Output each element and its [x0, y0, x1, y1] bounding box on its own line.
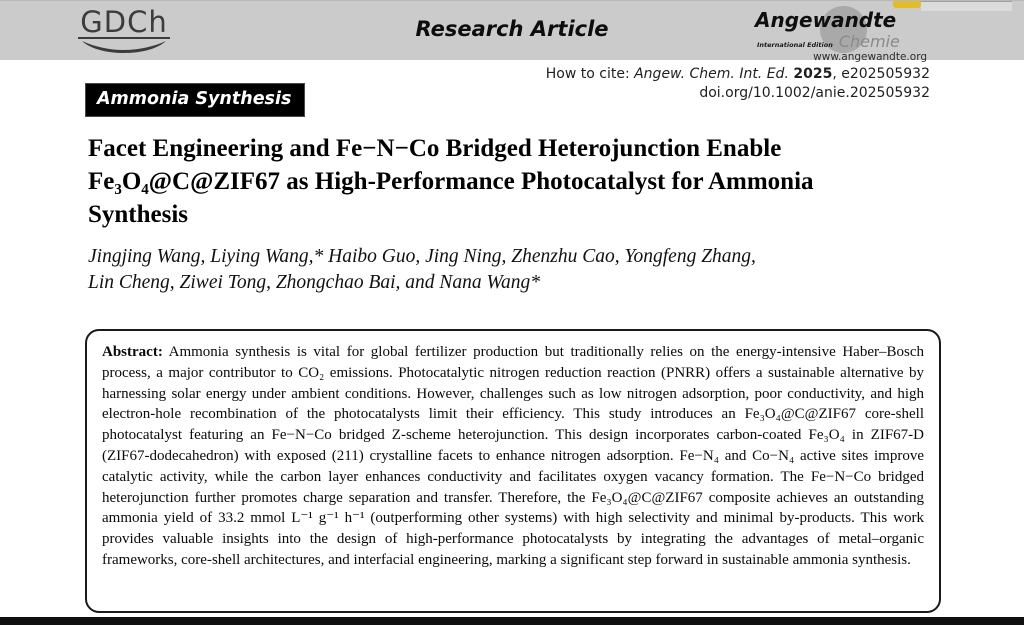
journal-header-band — [0, 0, 1024, 63]
article-title — [88, 132, 938, 231]
citation-line — [546, 65, 930, 84]
abstract-label: Abstract: — [102, 344, 163, 360]
citation-year: 2025 — [793, 66, 833, 82]
abstract-box — [85, 329, 941, 613]
angewandte-title: Angewandte — [755, 8, 897, 32]
angewandte-subtitle-row — [748, 32, 933, 51]
citation-doi-link[interactable]: doi.org/10.1002/anie.202505932 — [699, 85, 930, 101]
citation-journal: Angew. Chem. Int. Ed. — [634, 66, 794, 82]
gdch-logo — [78, 7, 170, 57]
angewandte-website-link[interactable]: www.angewandte.org — [813, 51, 927, 63]
author-list-line: Lin Cheng, Ziwei Tong, Zhongchao Bai, and Nana Wang* — [88, 272, 540, 293]
author-list — [88, 244, 928, 296]
author-list-line: Jingjing Wang, Liying Wang,* Haibo Guo, Jing Ning, Zhenzhu Cao, Yongfeng Zhang, — [88, 246, 756, 267]
article-title-line: Fe₃O₄@C@ZIF67 as High-Performance Photocatalyst for Ammonia — [88, 168, 814, 195]
bottom-divider-bar — [0, 617, 1024, 625]
abstract-body: Ammonia synthesis is vital for global fertilizer production but traditionally relies on the energy-intensive Haber–Bosch process, a major contributor to CO₂ emissions. Photocatalytic nitrogen reduction reaction (PNRR) offers a sustainable alternative by harnessing solar energy under ambient conditions. However, challenges such as low nitrogen adsorption, poor conductivity, and high electron-hole recombination of the photocatalysts limit their efficiency. This study introduces an Fe₃O₄@C@ZIF67 core-shell photocatalyst featuring an Fe−N−Co bridged Z-scheme heterojunction. This design incorporates carbon-coated Fe₃O₄ in ZIF67-D (ZIF67-dodecahedron) with exposed (211) crystalline facets to enhance nitrogen adsorption. Fe−N₄ and Co−N₄ active sites improve catalytic activity, while the carbon layer enhances conductivity and facilitates oxygen vacancy formation. The Fe−N−Co bridged heterojunction further promotes charge separation and transfer. Therefore, the Fe₃O₄@C@ZIF67 composite achieves an outstanding ammonia yield of 33.2 mmol L⁻¹ g⁻¹ h⁻¹ (outperforming other systems) with high selectivity and minimal by-products. This work provides valuable insights into the design of high-performance photocatalysts by integrating the advantages of metal–organic frameworks, core-shell architectures, and interfacial engineering, marking a significant step forward in sustainable ammonia synthesis. — [102, 344, 924, 568]
gdch-logo-text: GDCh — [78, 7, 170, 39]
angewandte-edition-label: International Edition — [757, 41, 833, 49]
section-label: Research Article — [415, 17, 609, 41]
gdch-swoosh-icon — [81, 40, 167, 57]
citation-prefix: How to cite: — [545, 66, 635, 82]
abstract-text — [102, 342, 924, 571]
viewer-artifact-yellow — [893, 1, 921, 8]
angewandte-logo — [748, 4, 933, 63]
article-title-line: Facet Engineering and Fe−N−Co Bridged Heterojunction Enable — [88, 135, 782, 162]
article-title-line: Synthesis — [88, 201, 189, 228]
citation-article-id: , e202505932 — [832, 66, 930, 82]
topic-badge: Ammonia Synthesis — [85, 83, 305, 117]
angewandte-chemie-label: Chemie — [838, 32, 900, 51]
citation-block — [546, 65, 930, 103]
viewer-artifact-gray — [921, 1, 1012, 11]
